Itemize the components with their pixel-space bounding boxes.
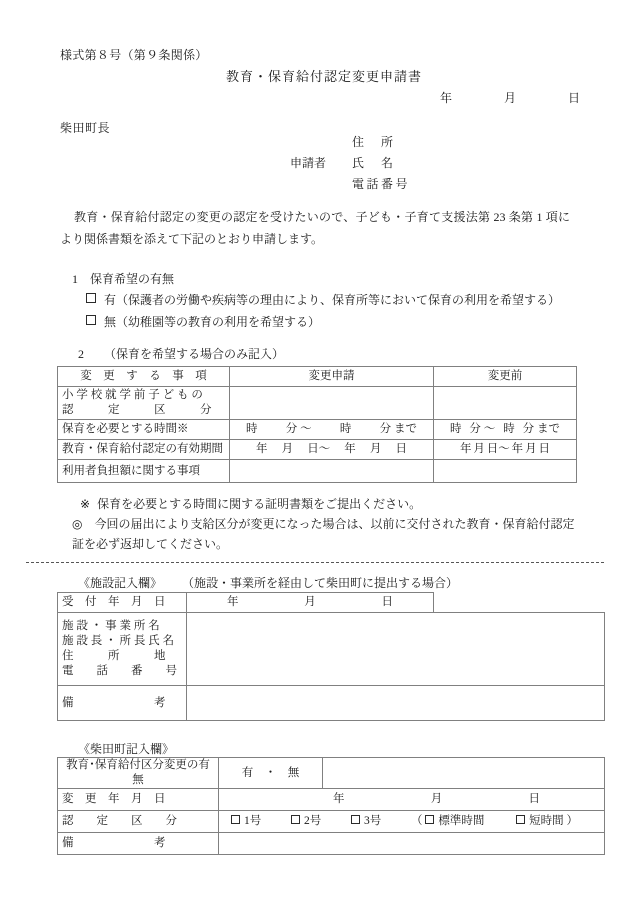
checkbox-icon[interactable] xyxy=(351,815,360,824)
col-header-before: 変更前 xyxy=(434,367,577,387)
facility-remarks-text: 備 考 xyxy=(62,696,166,709)
cell-care-hours-before[interactable] xyxy=(434,420,577,440)
table-row xyxy=(58,758,605,789)
date-day-label: 日 xyxy=(567,91,580,105)
town-suboption-short[interactable] xyxy=(516,815,564,827)
year-label: 年 xyxy=(333,793,345,805)
hour-label: 時 xyxy=(450,423,462,435)
table-row xyxy=(58,613,605,686)
town-remarks-text: 備 考 xyxy=(62,837,166,849)
applicant-name-label: 氏 名 xyxy=(352,156,396,170)
month-label: 月 xyxy=(304,596,316,608)
day-label: 日 xyxy=(395,443,407,455)
table-row xyxy=(58,833,605,855)
town-certification-text: 認 定 区 分 xyxy=(62,815,177,827)
town-option-type1-label: 1号 xyxy=(244,815,262,827)
section1-option-no[interactable] xyxy=(86,313,320,330)
date-month-label: 月 xyxy=(503,91,516,105)
checkbox-icon[interactable] xyxy=(291,815,300,824)
section1-option-yes-label: 有（保護者の労働や疾病等の理由により、保育所等において保育の利用を希望する） xyxy=(104,293,561,307)
applicant-address-row xyxy=(290,132,410,153)
table-header-row xyxy=(58,367,577,387)
facility-info-line1: 施 設 ・ 事 業 所 名 xyxy=(62,620,160,632)
facility-receipt-date-text: 受 付 年 月 日 xyxy=(62,596,166,608)
facility-info-label xyxy=(58,613,187,686)
table-row xyxy=(58,811,605,833)
row-label-fee: 利用者負担額に関する事項 xyxy=(58,460,230,483)
row-label-line2: 認 定 区 分 xyxy=(62,404,212,416)
cell-category-apply[interactable] xyxy=(230,387,434,420)
town-option-type2[interactable] xyxy=(291,814,321,829)
town-remarks-label xyxy=(58,833,219,855)
minute-to-label: 分 ～ xyxy=(285,423,312,435)
page-title: 教育・保育給付認定変更申請書 xyxy=(225,69,422,84)
town-change-date-label xyxy=(58,789,219,811)
section2-title xyxy=(78,345,284,362)
cell-care-hours-apply[interactable] xyxy=(230,420,434,440)
day-to-label: 日～ xyxy=(307,443,331,455)
checkbox-icon[interactable] xyxy=(86,293,96,303)
town-change-date-value[interactable] xyxy=(219,789,605,811)
day-label: 日 xyxy=(528,793,540,805)
cell-valid-period-apply[interactable] xyxy=(230,440,434,460)
table-row xyxy=(58,440,577,460)
town-suboption-short-label: 短時間 xyxy=(529,815,564,827)
applicant-address-label: 住 所 xyxy=(352,135,396,149)
paren-close: ） xyxy=(566,815,578,827)
month-label: 月 xyxy=(473,443,485,455)
checkbox-icon[interactable] xyxy=(516,815,525,824)
facility-section-heading xyxy=(78,574,458,591)
section2-label: （保育を希望する場合のみ記入） xyxy=(104,347,285,361)
town-suboption-group xyxy=(411,814,578,829)
town-option-type2-label: 2号 xyxy=(304,815,322,827)
facility-remarks-label xyxy=(58,686,187,721)
facility-info-value[interactable] xyxy=(187,613,605,686)
town-remarks-value[interactable] xyxy=(219,833,605,855)
checkbox-icon[interactable] xyxy=(231,815,240,824)
col-header-item: 変 更 す る 事 項 xyxy=(58,367,230,387)
note-text: 証を必ず返却してください。 xyxy=(72,537,229,551)
minute-to-label: 分 ～ xyxy=(469,423,496,435)
hour-label: 時 xyxy=(503,423,515,435)
facility-receipt-date-value[interactable] xyxy=(187,593,434,613)
facility-receipt-date-filler xyxy=(434,593,605,613)
note-asterisk xyxy=(80,494,421,514)
town-change-flag-filler xyxy=(323,758,605,789)
paren-open: （ xyxy=(411,815,423,827)
applicant-phone-prefix xyxy=(290,174,352,195)
applicant-phone-label: 電話番号 xyxy=(352,177,411,191)
intro-paragraph: 教育・保育給付認定の変更の認定を受けたいので、子ども・子育て支援法第 23 条第 1 項により関係書類を添えて下記のとおり申請します。 xyxy=(60,210,570,246)
cell-fee-apply[interactable] xyxy=(230,460,434,483)
addressee: 柴田町長 xyxy=(60,121,111,135)
col-header-apply: 変更申請 xyxy=(230,367,434,387)
date-year-label: 年 xyxy=(440,91,453,105)
row-label-care-hours: 保育を必要とする時間※ xyxy=(58,420,230,440)
year-label: 年 xyxy=(344,443,356,455)
town-change-flag-options: 有 ・ 無 xyxy=(241,766,300,779)
section1-option-no-label: 無（幼稚園等の教育の利用を希望する） xyxy=(104,315,321,329)
checkbox-icon[interactable] xyxy=(425,815,434,824)
note-mark: ※ xyxy=(80,497,91,511)
applicant-address-prefix xyxy=(290,132,352,153)
applicant-block xyxy=(290,132,410,195)
form-number: 様式第８号（第９条関係） xyxy=(60,48,208,62)
day-to-label: 日～ xyxy=(486,443,510,455)
facility-info-line4: 電 話 番 号 xyxy=(62,665,177,677)
month-label: 月 xyxy=(430,793,443,805)
facility-receipt-date-label xyxy=(58,593,187,613)
town-option-type3[interactable] xyxy=(351,814,381,829)
section2-number: 2 xyxy=(78,347,84,361)
year-label: 年 xyxy=(511,443,524,455)
facility-heading-note: （施設・事業所を経由して柴田町に提出する場合） xyxy=(188,576,459,590)
table-row xyxy=(58,387,577,420)
section1-number: 1 xyxy=(72,272,78,286)
facility-info-line2: 施 設 長 ・ 所 長 氏 名 xyxy=(62,635,175,647)
facility-info-line3: 住 所 地 xyxy=(62,650,166,662)
town-suboption-standard[interactable] xyxy=(425,815,484,827)
section1-title xyxy=(72,270,174,287)
table-row xyxy=(58,789,605,811)
month-label: 月 xyxy=(281,443,294,455)
table-row xyxy=(58,420,577,440)
town-option-type1[interactable] xyxy=(231,814,261,829)
day-label: 日 xyxy=(381,596,393,608)
year-label: 年 xyxy=(227,596,239,608)
facility-heading-label: 《施設記入欄》 xyxy=(78,576,163,590)
table-row xyxy=(58,460,577,483)
applicant-phone-row xyxy=(290,174,410,195)
minute-until-label: 分 まで xyxy=(379,423,417,435)
town-change-flag-label: 教育･保育給付区分変更の有無 xyxy=(58,758,219,789)
town-certification-label xyxy=(58,811,219,833)
section1-label: 保育希望の有無 xyxy=(90,272,175,286)
note-text: 保育を必要とする時間に関する証明書類をご提出ください。 xyxy=(97,497,422,511)
cell-valid-period-before[interactable] xyxy=(434,440,577,460)
town-section-heading: 《柴田町記入欄》 xyxy=(78,742,175,756)
month-label: 月 xyxy=(369,443,382,455)
town-option-type3-label: 3号 xyxy=(364,815,382,827)
change-items-table xyxy=(57,366,577,483)
row-label-valid-period: 教育・保育給付認定の有効期間 xyxy=(58,440,230,460)
town-entry-table xyxy=(57,757,605,855)
note-text: 今回の届出により支給区分が変更になった場合は、以前に交付された教育・保育給付認定 xyxy=(94,517,575,531)
note-return-cont xyxy=(72,534,228,554)
day-label: 日 xyxy=(538,443,550,455)
applicant-name-row xyxy=(290,153,410,174)
hour-label: 時 xyxy=(339,423,352,435)
row-label-category xyxy=(58,387,230,420)
town-suboption-standard-label: 標準時間 xyxy=(438,815,485,827)
section1-option-yes[interactable] xyxy=(86,291,560,308)
row-label-line1: 小 学 校 就 学 前 子 ど も の xyxy=(62,389,203,401)
facility-remarks-value[interactable] xyxy=(187,686,605,721)
submission-date-line xyxy=(440,89,580,106)
town-certification-value[interactable] xyxy=(219,811,605,833)
cell-category-before[interactable] xyxy=(434,387,577,420)
checkbox-icon[interactable] xyxy=(86,315,96,325)
year-label: 年 xyxy=(256,443,268,455)
year-label: 年 xyxy=(460,443,472,455)
cut-line-divider xyxy=(26,562,604,563)
hour-label: 時 xyxy=(246,423,258,435)
town-change-flag-value[interactable] xyxy=(219,758,323,789)
cell-fee-before[interactable] xyxy=(434,460,577,483)
minute-until-label: 分 まで xyxy=(522,423,560,435)
applicant-label: 申請者 xyxy=(290,156,327,170)
table-row xyxy=(58,593,605,613)
note-return xyxy=(72,514,575,534)
note-mark: ◎ xyxy=(72,517,83,531)
town-change-date-text: 変 更 年 月 日 xyxy=(62,793,166,805)
table-row xyxy=(58,686,605,721)
month-label: 月 xyxy=(525,443,537,455)
facility-entry-table xyxy=(57,592,605,721)
